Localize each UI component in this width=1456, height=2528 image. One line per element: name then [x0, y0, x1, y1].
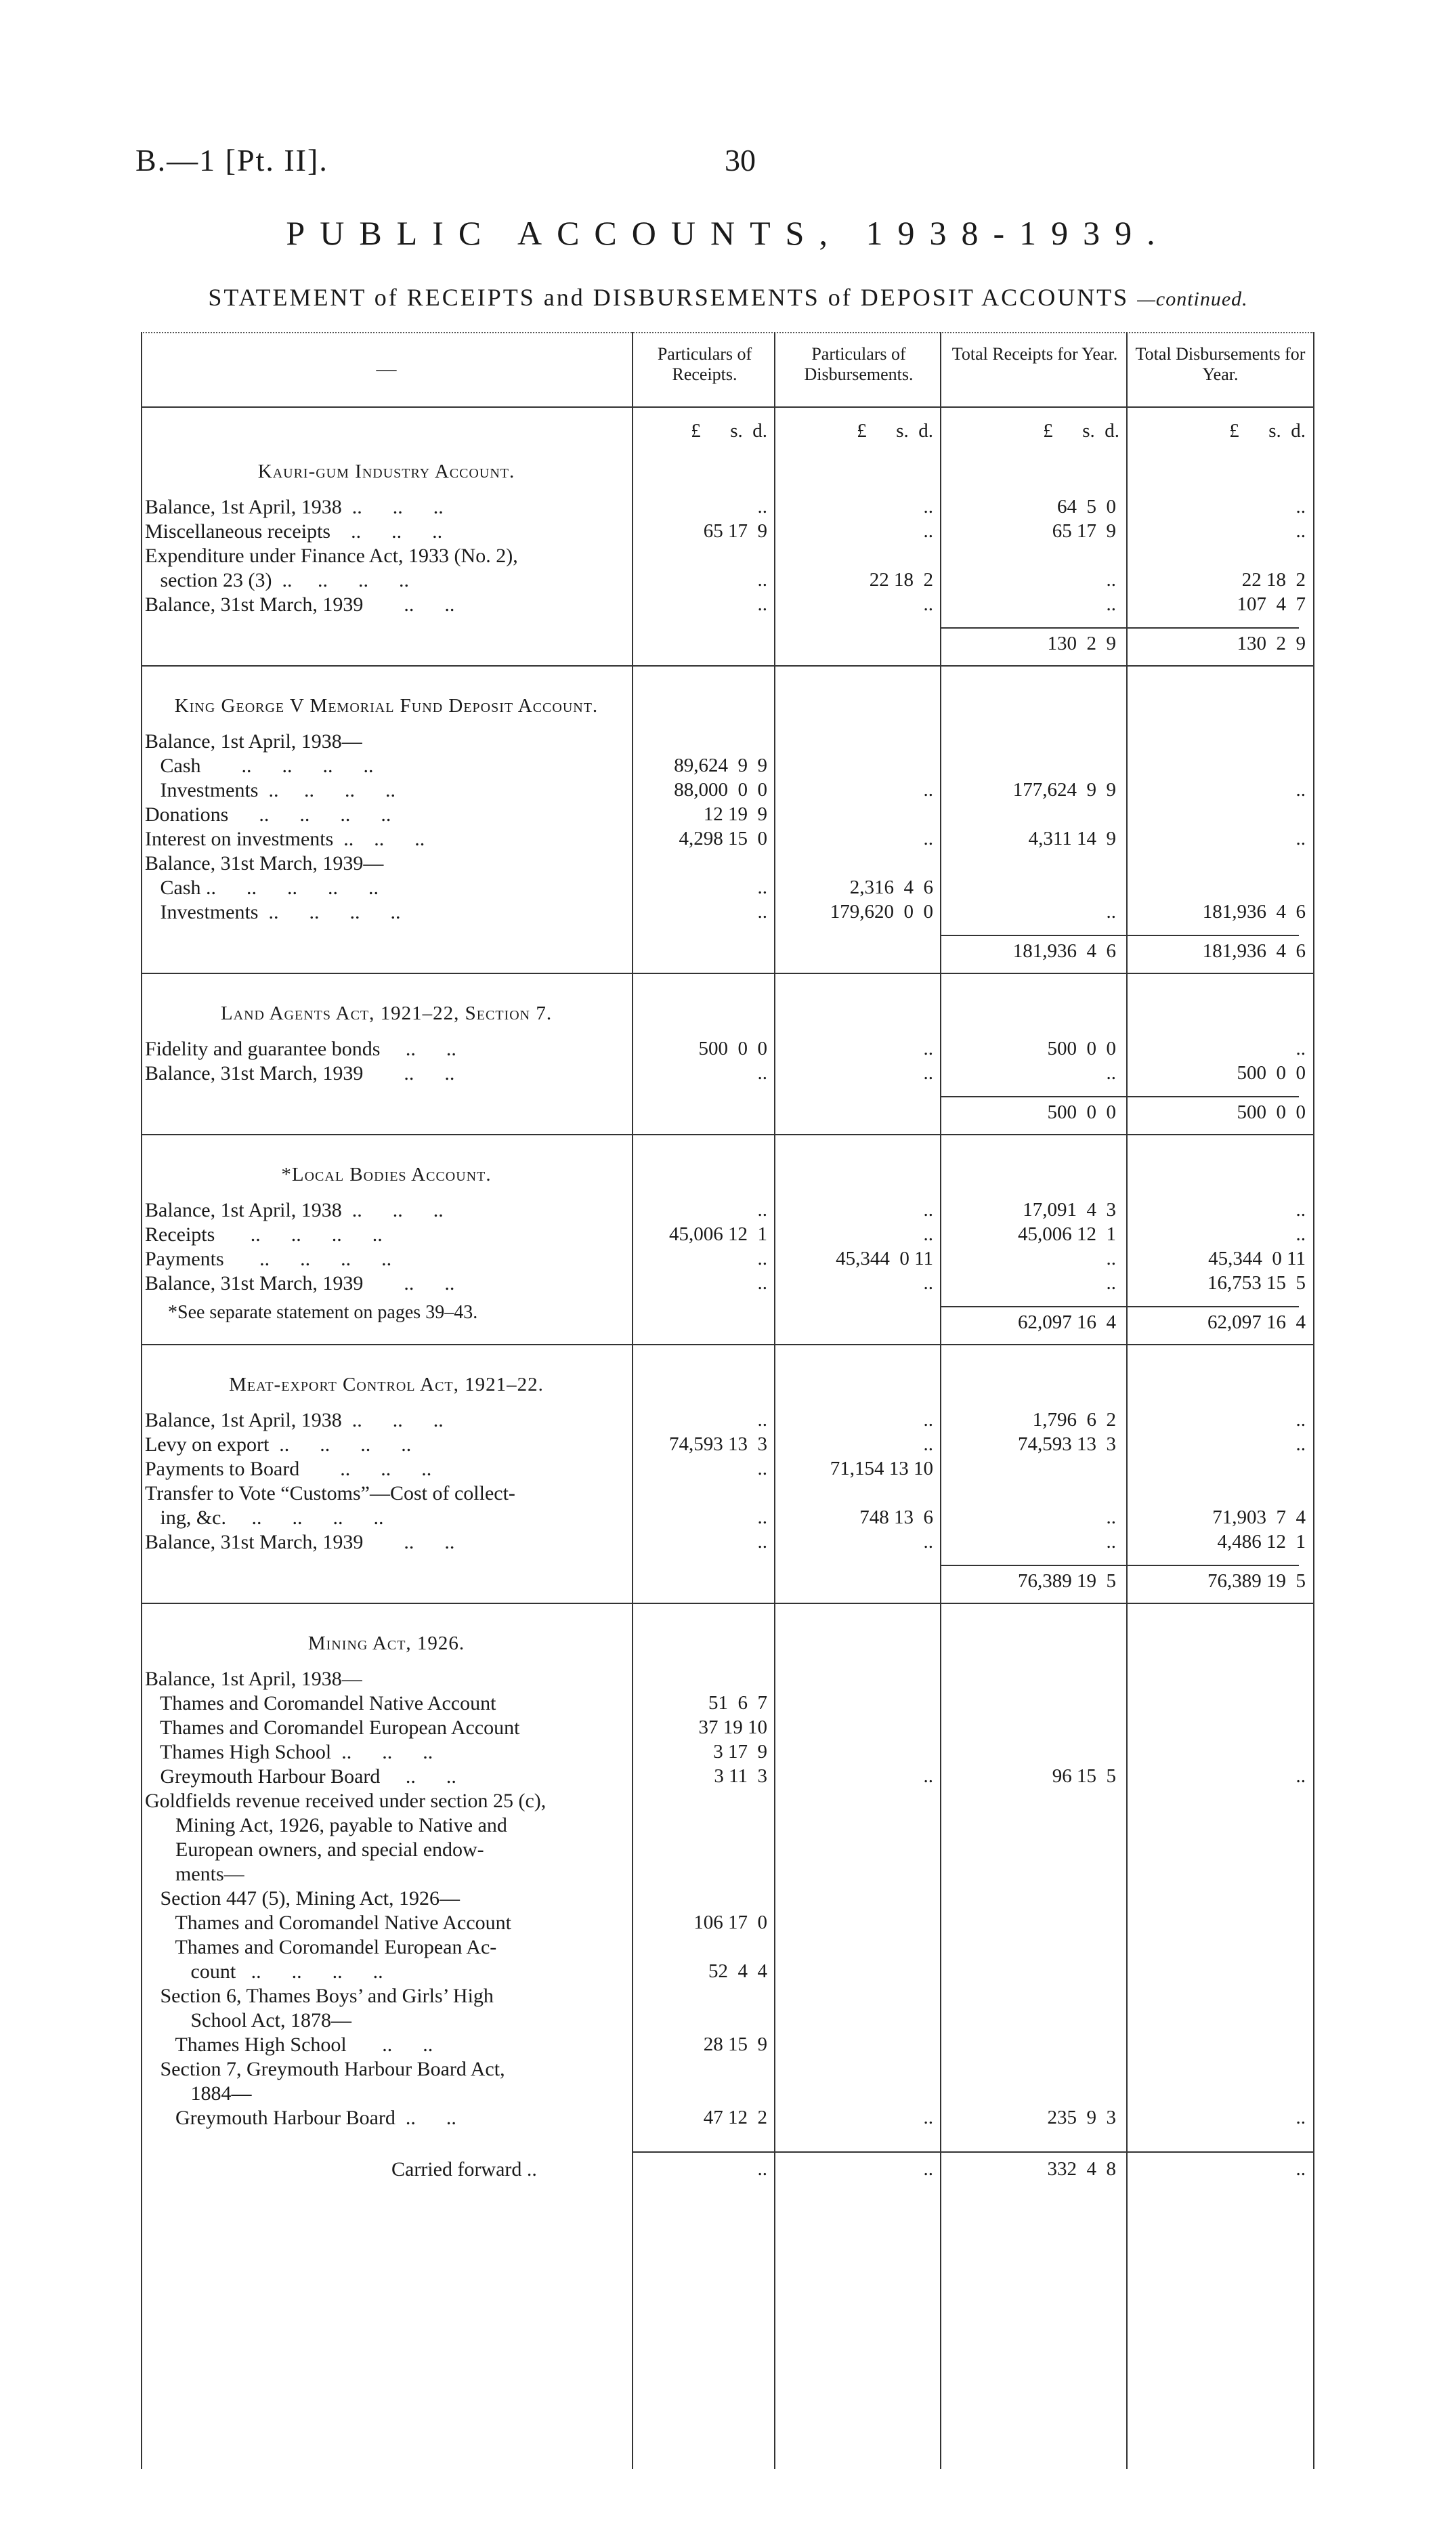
amount-disb: 2,316 4 6 — [849, 877, 933, 898]
amount-tdisb: .. — [1296, 1765, 1306, 1787]
amount-rec: .. — [757, 496, 767, 518]
row-label: Interest on investments .. .. .. — [145, 828, 425, 850]
amount-trec: 96 15 5 — [1052, 1765, 1116, 1787]
amount-disb: .. — [923, 520, 933, 542]
row-label: Balance, 31st March, 1939 .. .. — [145, 1531, 455, 1553]
statement-subtitle — [0, 283, 1456, 312]
section-title: Meat-export Control Act, 1921–22. — [229, 1374, 544, 1395]
amount-trec: 4,311 14 9 — [1028, 828, 1116, 849]
row-label: Section 6, Thames Boys’ and Girls’ High — [145, 1985, 494, 2007]
row-label: Greymouth Harbour Board .. .. — [145, 1765, 456, 1788]
amount-rec: .. — [757, 569, 767, 591]
amount-trec: 65 17 9 — [1052, 520, 1116, 542]
carried-forward-disb: .. — [923, 2158, 933, 2180]
row-label: count .. .. .. .. — [145, 1960, 383, 1983]
amount-tdisb: .. — [1296, 1223, 1306, 1245]
amount-tdisb: 16,753 15 5 — [1207, 1272, 1306, 1294]
amount-rec: 28 15 9 — [703, 2034, 767, 2055]
amount-disb: .. — [923, 1062, 933, 1084]
amount-rec: 12 19 9 — [703, 803, 767, 825]
receipts-column-header: Particulars of Receipts. — [657, 344, 752, 384]
section-divider — [141, 1603, 1314, 1607]
amount-rec: 4,298 15 0 — [679, 828, 767, 849]
amount-disb: .. — [923, 1038, 933, 1059]
row-label: Thames and Coromandel Native Account — [145, 1912, 511, 1934]
amount-tdisb: 181,936 4 6 — [1202, 901, 1306, 923]
column-rule — [940, 332, 941, 2469]
amount-rec: .. — [757, 593, 767, 615]
total-disbursements-column-header: Total Disbursements for Year. — [1135, 344, 1306, 384]
amount-trec: .. — [1106, 1062, 1116, 1084]
amount-rec: 88,000 0 0 — [674, 779, 767, 801]
amount-tdisb: 71,903 7 4 — [1212, 1507, 1306, 1528]
amount-rec: 52 4 4 — [708, 1960, 767, 1982]
amount-rec: .. — [757, 1458, 767, 1479]
amount-tdisb: .. — [1296, 1038, 1306, 1059]
row-label: Payments .. .. .. .. — [145, 1248, 392, 1270]
subtotal-rule — [940, 935, 1299, 936]
amount-trec: .. — [1106, 1248, 1116, 1269]
section-title: Land Agents Act, 1921–22, Section 7. — [220, 1003, 553, 1024]
subtotal-rule — [940, 1565, 1299, 1566]
amount-disb: .. — [923, 1433, 933, 1455]
amount-trec: .. — [1106, 1507, 1116, 1528]
section-divider — [141, 665, 1314, 669]
total-receipts: 62,097 16 4 — [1018, 1311, 1116, 1333]
amount-disb: .. — [923, 2107, 933, 2128]
disbursements-column-header: Particulars of Disbursements. — [804, 344, 914, 384]
section-divider — [141, 973, 1314, 977]
row-label: Fidelity and guarantee bonds .. .. — [145, 1038, 456, 1060]
amount-tdisb: .. — [1296, 1409, 1306, 1431]
amount-tdisb: 107 4 7 — [1237, 593, 1306, 615]
amount-tdisb: .. — [1296, 520, 1306, 542]
row-label: ments— — [145, 1863, 244, 1885]
amount-rec: .. — [757, 877, 767, 898]
row-label: School Act, 1878— — [145, 2009, 351, 2031]
subtotal-rule — [940, 627, 1299, 629]
row-label: Balance, 1st April, 1938 .. .. .. — [145, 496, 444, 518]
total-disbursements: 500 0 0 — [1237, 1101, 1306, 1123]
amount-rec: 47 12 2 — [703, 2107, 767, 2128]
amount-disb: 45,344 0 11 — [836, 1248, 933, 1269]
amount-rec: 51 6 7 — [708, 1692, 767, 1714]
amount-rec: .. — [757, 1531, 767, 1553]
amount-trec: .. — [1106, 1531, 1116, 1553]
amount-disb: 748 13 6 — [859, 1507, 933, 1528]
carried-forward-rule — [632, 2151, 1314, 2153]
total-disbursements: 62,097 16 4 — [1207, 1311, 1306, 1333]
amount-tdisb: 4,486 12 1 — [1217, 1531, 1306, 1553]
row-label: Cash .. .. .. .. .. — [145, 877, 379, 899]
row-label: ing, &c. .. .. .. .. — [145, 1507, 384, 1529]
amount-trec: 177,624 9 9 — [1012, 779, 1116, 801]
column-rule — [774, 332, 775, 2469]
subtotal-rule — [940, 1096, 1299, 1097]
amount-disb: .. — [923, 779, 933, 801]
amount-rec: .. — [757, 1507, 767, 1528]
amount-rec: 65 17 9 — [703, 520, 767, 542]
table-top-rule — [141, 332, 1314, 333]
row-label: Donations .. .. .. .. — [145, 803, 391, 826]
amount-trec: 64 5 0 — [1057, 496, 1116, 518]
carried-forward-label: Carried forward .. — [391, 2158, 537, 2181]
amount-disb: .. — [923, 1272, 933, 1294]
row-label: Greymouth Harbour Board .. .. — [145, 2107, 456, 2129]
column-rule — [632, 332, 633, 2469]
row-label: Section 447 (5), Mining Act, 1926— — [145, 1887, 460, 1910]
amount-trec: 74,593 13 3 — [1018, 1433, 1116, 1455]
amount-rec: 74,593 13 3 — [669, 1433, 767, 1455]
deposit-accounts-table — [141, 332, 1314, 2469]
section-title: *Local Bodies Account. — [281, 1164, 492, 1185]
row-label: Balance, 31st March, 1939— — [145, 852, 384, 875]
amount-trec: .. — [1106, 593, 1116, 615]
subtotal-rule — [940, 1306, 1299, 1307]
row-label: Balance, 1st April, 1938— — [145, 1668, 362, 1690]
total-disbursements: 181,936 4 6 — [1202, 940, 1306, 962]
carried-forward-trec: 332 4 8 — [1047, 2158, 1116, 2180]
amount-trec: .. — [1106, 901, 1116, 923]
amount-rec: .. — [757, 1272, 767, 1294]
row-label: European owners, and special endow- — [145, 1838, 484, 1861]
document-reference: B.—1 [Pt. II]. — [135, 143, 328, 177]
amount-rec: .. — [757, 901, 767, 923]
row-label: Balance, 31st March, 1939 .. .. — [145, 1272, 455, 1294]
row-label: Investments .. .. .. .. — [145, 901, 401, 923]
row-label: Receipts .. .. .. .. — [145, 1223, 383, 1246]
subtitle-suffix: —continued. — [1137, 288, 1248, 310]
row-label: Expenditure under Finance Act, 1933 (No. 2), — [145, 545, 518, 567]
row-label: Goldfields revenue received under section 25 (c), — [145, 1790, 547, 1812]
amount-disb: .. — [923, 1199, 933, 1221]
row-label: Balance, 1st April, 1938— — [145, 730, 362, 753]
amount-disb: .. — [923, 1765, 933, 1787]
amount-rec: .. — [757, 1248, 767, 1269]
row-label: Mining Act, 1926, payable to Native and — [145, 1814, 507, 1836]
column-rule — [1126, 332, 1128, 2469]
amount-rec: 45,006 12 1 — [669, 1223, 767, 1245]
amount-disb: .. — [923, 593, 933, 615]
total-receipts: 76,389 19 5 — [1018, 1570, 1116, 1592]
row-label: Balance, 31st March, 1939 .. .. — [145, 1062, 455, 1084]
page-number: 30 — [725, 143, 756, 177]
amount-disb: .. — [923, 1409, 933, 1431]
amount-tdisb: .. — [1296, 1199, 1306, 1221]
row-label: Section 7, Greymouth Harbour Board Act, — [145, 2058, 505, 2080]
total-receipts: 500 0 0 — [1047, 1101, 1116, 1123]
amount-trec: .. — [1106, 569, 1116, 591]
row-label: Miscellaneous receipts .. .. .. — [145, 520, 443, 543]
row-label: Transfer to Vote “Customs”—Cost of collect- — [145, 1482, 515, 1504]
row-label: Levy on export .. .. .. .. — [145, 1433, 412, 1456]
amount-tdisb: 45,344 0 11 — [1208, 1248, 1306, 1269]
row-label: Investments .. .. .. .. — [145, 779, 395, 801]
row-label: 1884— — [145, 2082, 252, 2105]
amount-tdisb: .. — [1296, 1433, 1306, 1455]
row-label: Balance, 1st April, 1938 .. .. .. — [145, 1409, 444, 1431]
amount-disb: .. — [923, 1531, 933, 1553]
amount-trec: 235 9 3 — [1047, 2107, 1116, 2128]
amount-tdisb: .. — [1296, 779, 1306, 801]
section-divider — [141, 1344, 1314, 1348]
carried-forward-rec: .. — [757, 2158, 767, 2180]
amount-disb: 22 18 2 — [869, 569, 933, 591]
amount-rec: .. — [757, 1199, 767, 1221]
amount-trec: .. — [1106, 1272, 1116, 1294]
footnote: *See separate statement on pages 39–43. — [168, 1302, 478, 1323]
amount-rec: 37 19 10 — [698, 1716, 767, 1738]
total-receipts-column-header: Total Receipts for Year. — [951, 344, 1118, 364]
amount-rec: .. — [757, 1409, 767, 1431]
row-label: Payments to Board .. .. .. — [145, 1458, 432, 1480]
section-title: Kauri-gum Industry Account. — [257, 461, 515, 482]
subtitle-text: STATEMENT of RECEIPTS and DISBURSEMENTS of DEPOSIT ACCOUNTS — [208, 284, 1130, 311]
amount-disb: .. — [923, 1223, 933, 1245]
disbursements-units: £ s. d. — [857, 420, 933, 442]
header-rule — [141, 406, 1314, 408]
row-label: Balance, 1st April, 1938 .. .. .. — [145, 1199, 444, 1221]
total-receipts: 130 2 9 — [1047, 633, 1116, 654]
amount-rec: 106 17 0 — [693, 1912, 767, 1933]
amount-rec: 3 11 3 — [714, 1765, 767, 1787]
amount-tdisb: .. — [1296, 828, 1306, 849]
page-title: PUBLIC ACCOUNTS, 1938-1939. — [286, 214, 1170, 252]
amount-trec: 500 0 0 — [1047, 1038, 1116, 1059]
section-divider — [141, 1134, 1314, 1138]
description-column-header: — — [376, 358, 397, 380]
amount-tdisb: .. — [1296, 496, 1306, 518]
amount-trec: 45,006 12 1 — [1018, 1223, 1116, 1245]
row-label: Thames High School .. .. — [145, 2034, 433, 2056]
amount-disb: .. — [923, 496, 933, 518]
amount-tdisb: .. — [1296, 2107, 1306, 2128]
row-label: Balance, 31st March, 1939 .. .. — [145, 593, 455, 616]
amount-trec: 1,796 6 2 — [1032, 1409, 1116, 1431]
total-receipts-units: £ s. d. — [1043, 420, 1119, 442]
row-label: Thames High School .. .. .. — [145, 1741, 433, 1763]
table-right-rule — [1313, 332, 1314, 2469]
total-disbursements: 130 2 9 — [1237, 633, 1306, 654]
table-left-rule — [141, 332, 142, 2469]
amount-rec: 89,624 9 9 — [674, 755, 767, 776]
row-label: Cash .. .. .. .. — [145, 755, 374, 777]
row-label: Thames and Coromandel Native Account — [145, 1692, 496, 1714]
amount-disb: .. — [923, 828, 933, 849]
row-label: section 23 (3) .. .. .. .. — [145, 569, 409, 591]
amount-rec: 500 0 0 — [698, 1038, 767, 1059]
row-label: Thames and Coromandel European Ac- — [145, 1936, 497, 1958]
amount-disb: 179,620 0 0 — [830, 901, 933, 923]
receipts-units: £ s. d. — [691, 420, 767, 442]
amount-tdisb: 500 0 0 — [1237, 1062, 1306, 1084]
total-disbursements-units: £ s. d. — [1229, 420, 1306, 442]
row-label: Thames and Coromandel European Account — [145, 1716, 520, 1739]
amount-disb: 71,154 13 10 — [830, 1458, 933, 1479]
amount-tdisb: 22 18 2 — [1241, 569, 1306, 591]
total-receipts: 181,936 4 6 — [1012, 940, 1116, 962]
total-disbursements: 76,389 19 5 — [1207, 1570, 1306, 1592]
amount-rec: 3 17 9 — [713, 1741, 767, 1763]
section-title: King George V Memorial Fund Deposit Account. — [174, 695, 599, 717]
amount-rec: .. — [757, 1062, 767, 1084]
section-title: Mining Act, 1926. — [307, 1632, 465, 1654]
carried-forward-tdisb: .. — [1296, 2158, 1306, 2180]
amount-trec: 17,091 4 3 — [1023, 1199, 1116, 1221]
